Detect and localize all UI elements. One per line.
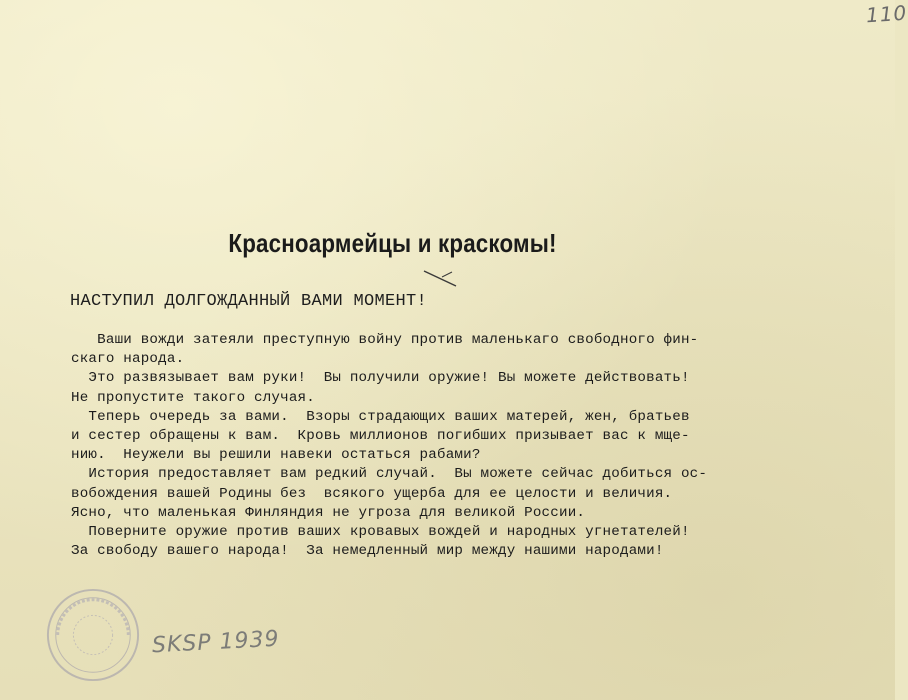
body-line: Не пропустите такого случая. xyxy=(71,389,315,406)
pen-tick-mark xyxy=(422,268,460,290)
body-line: вобождения вашей Родины без всякого ущерба для ее целости и величия. xyxy=(71,485,673,502)
page-number: 110 xyxy=(865,0,908,28)
body-line: За свободу вашего народа! За немедленный мир между нашими народами! xyxy=(71,543,664,560)
body-line: нию. Неужели вы решили навеки остаться рабами? xyxy=(71,447,481,464)
archive-stamp xyxy=(44,586,142,684)
body-line: Теперь очередь за вами. Взоры страдающих ваших матерей, жен, братьев xyxy=(71,408,690,425)
body-line: скаго народа. xyxy=(71,351,185,368)
body-line: Это развязывает вам руки! Вы получили оружие! Вы можете действовать! xyxy=(71,370,690,387)
body-text xyxy=(71,331,731,561)
body-line: Ваши вожди затеяли преступную войну против маленькаго свободного фин- xyxy=(71,332,699,348)
body-line: и сестер обращены к вам. Кровь миллионов погибших призывает вас к мще- xyxy=(71,428,690,445)
archive-mark: SKSP 1939 xyxy=(151,626,281,659)
page-title: Красноармейцы и краскомы! xyxy=(228,228,557,258)
body-line: Поверните оружие против ваших кровавых вождей и народных угнетателей! xyxy=(71,524,690,541)
body-line: История предоставляет вам редкий случай. Вы можете сейчас добиться ос- xyxy=(71,466,708,483)
headline: НАСТУПИЛ ДОЛГОЖДАННЫЙ ВАМИ МОМЕНТ! xyxy=(70,292,428,311)
body-line: Ясно, что маленькая Финляндия не угроза для великой России. xyxy=(71,504,586,521)
